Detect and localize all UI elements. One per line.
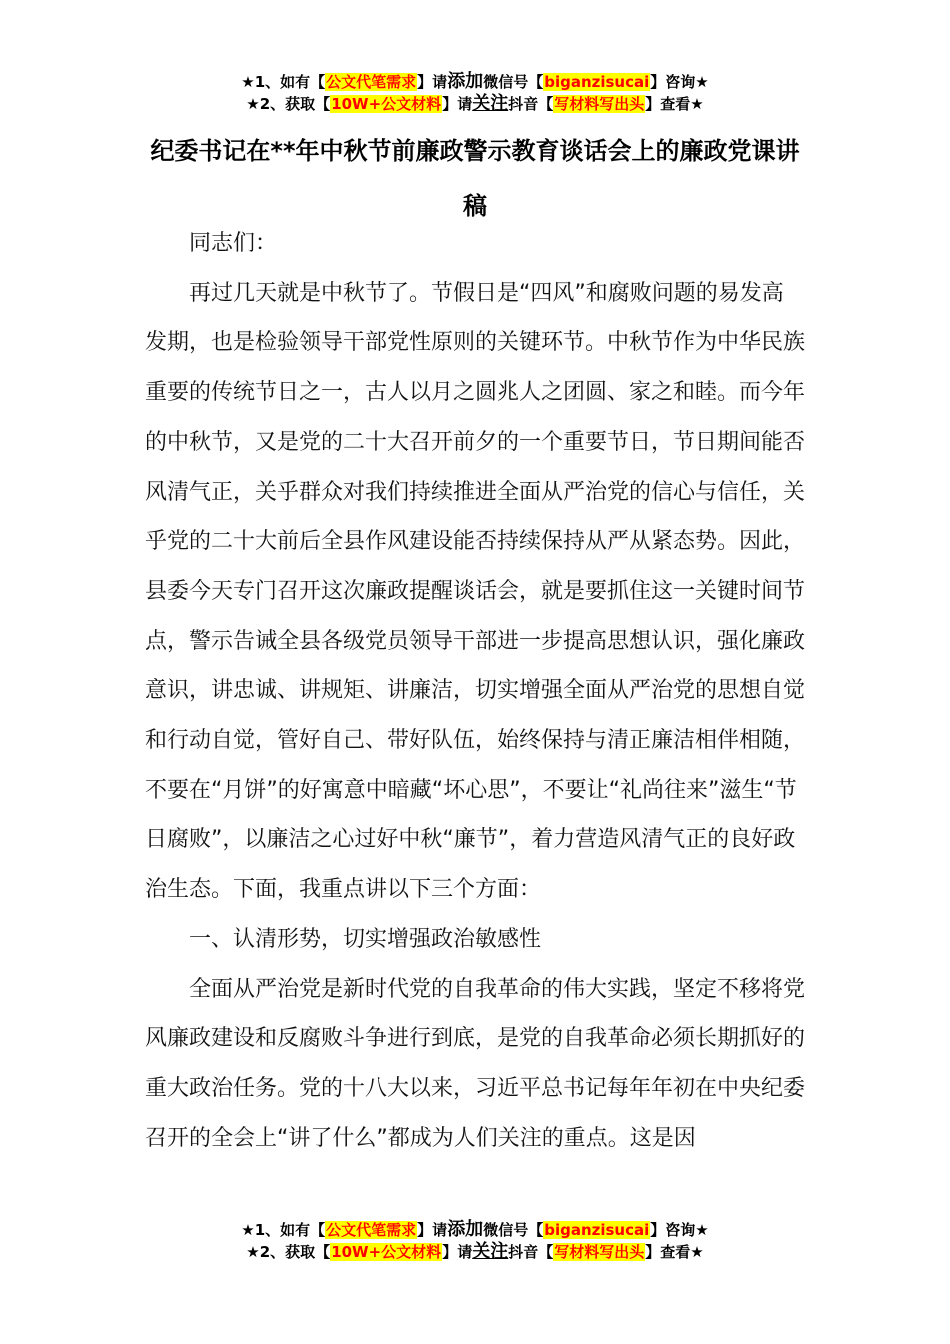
banner-text: 】咨询★: [650, 73, 709, 91]
banner-text: ★1、如有【: [241, 73, 326, 91]
banner-text: 】请: [417, 1221, 448, 1239]
document-title: 纪委书记在**年中秋节前廉政警示教育谈话会上的廉政党课讲稿: [150, 137, 800, 220]
banner-highlight: 10W+公文材料: [331, 1243, 442, 1261]
footer-banner-line-2: [0, 1241, 950, 1263]
banner-text: 抖音【: [508, 95, 554, 113]
banner-text: 】查看★: [645, 1243, 704, 1261]
section-heading: 一、认清形势，切实增强政治敏感性: [189, 926, 542, 952]
banner-text: 】咨询★: [650, 1221, 709, 1239]
header-banner-line-2: [0, 93, 950, 115]
banner-text: ★1、如有【: [241, 1221, 326, 1239]
banner-highlight: 公文代笔需求: [326, 1221, 417, 1239]
banner-highlight-douyin: 写材料写出头: [554, 95, 645, 113]
banner-highlight: 公文代笔需求: [326, 73, 417, 91]
paragraph: 再过几天就是中秋节了。节假日是“四风”和腐败问题的易发高发期，也是检验领导干部党性原则的关键环节。中秋节作为中华民族重要的传统节日之一，古人以月之圆兆人之团圆、家之和睦。而今年的中秋节，又是党的二十大召开前夕的一个重要节日，节日期间能否风清气正，关乎群众对我们持续推进全面从严治党的信心与信任，关乎党的二十大前后全县作风建设能否持续保持从严从紧态势。因此，县委今天专门召开这次廉政提醒谈话会，就是要抓住这一关键时间节点，警示告诫全县各级党员领导干部进一步提高思想认识，强化廉政意识，讲忠诚、讲规矩、讲廉洁，切实增强全面从严治党的思想自觉和行动自觉，管好自己、带好队伍，始终保持与清正廉洁相伴相随，不要在“月饼”的好寓意中暗藏“坏心思”，不要让“礼尚往来”滋生“节日腐败”，以廉洁之心过好中秋“廉节”，着力营造风清气正的良好政治生态。下面，我重点讲以下三个方面：: [145, 280, 806, 903]
footer-banner: [0, 1219, 950, 1263]
salutation: 同志们：: [189, 231, 278, 256]
banner-text: 微信号【: [483, 1221, 544, 1239]
paragraph: 全面从严治党是新时代党的自我革命的伟大实践，坚定不移将党风廉政建设和反腐败斗争进行到底，是党的自我革命必须长期抓好的重大政治任务。党的十八大以来，习近平总书记每年年初在中央纪委召开的全会上“讲了什么”都成为人们关注的重点。这是因: [145, 976, 806, 1151]
banner-highlight-wechat-id: biganzisucai: [544, 73, 650, 91]
banner-text: 】请: [442, 1243, 473, 1261]
banner-highlight: 10W+公文材料: [331, 95, 442, 113]
header-banner-line-1: [0, 71, 950, 93]
document-body: [145, 219, 805, 1163]
banner-text: ★2、获取【: [246, 1243, 331, 1261]
footer-banner-line-1: [0, 1219, 950, 1241]
banner-text: 】请: [442, 95, 473, 113]
banner-emphasis: 添加: [447, 71, 484, 92]
header-banner: [0, 71, 950, 115]
banner-text: 】请: [417, 73, 448, 91]
banner-emphasis: 关注: [472, 93, 509, 114]
banner-emphasis: 关注: [472, 1241, 509, 1262]
banner-text: ★2、获取【: [246, 95, 331, 113]
banner-highlight-wechat-id: biganzisucai: [544, 1221, 650, 1239]
banner-text: 】查看★: [645, 95, 704, 113]
banner-text: 抖音【: [508, 1243, 554, 1261]
banner-highlight-douyin: 写材料写出头: [554, 1243, 645, 1261]
banner-emphasis: 添加: [447, 1219, 484, 1240]
banner-text: 微信号【: [483, 73, 544, 91]
